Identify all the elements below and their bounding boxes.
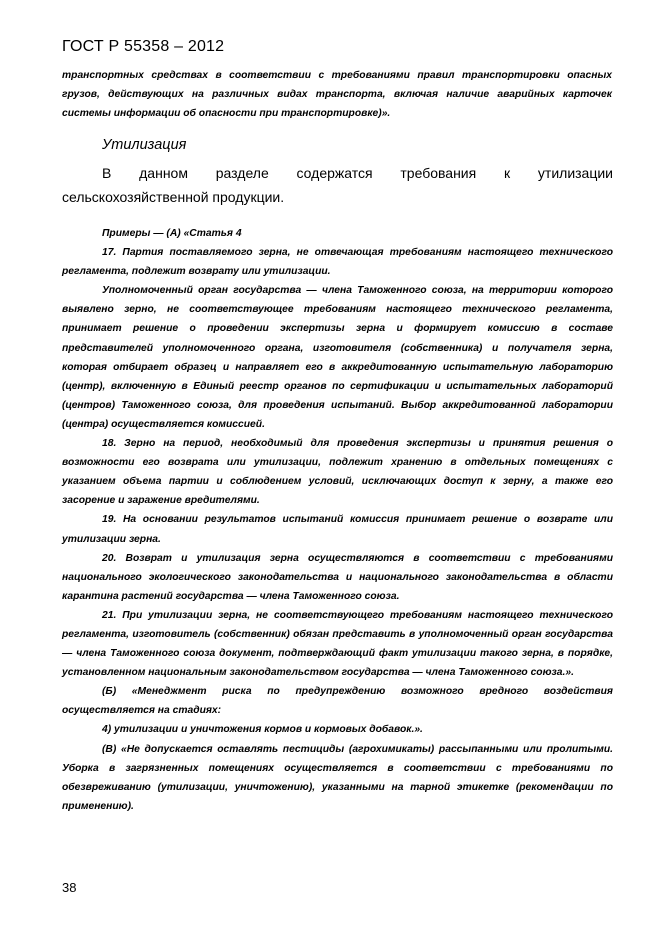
section-text: В данном разделе содержатся требования к утилизации сельскохозяйственной продукции. [62,165,613,205]
section-title: Утилизация [102,137,187,153]
examples-heading: Примеры — (А) «Статья 4 [102,228,242,239]
article-paragraph: 18. Зерно на период, необходимый для проведения экспертизы и принятия решения о возможности его возврата или утилизации, подлежит хранению в отдельных помещениях с указанием объема партии и соблюдением условий, исключающих доступ к зерну, а также его засорение и заражение вредителями. [62,438,613,507]
intro-paragraph: транспортных средствах в соответствии с требованиями правил транспортировки опасных грузов, действующих на различных видах транспорта, включая наличие аварийных карточек системы информации об опасности при транспортировке)». [62,70,612,119]
examples-block [62,224,613,816]
example-c-paragraph: (В) «Не допускается оставлять пестициды (агрохимикаты) рассыпанными или пролитыми. Уборка в загрязненных помещениях осуществляется в соответствии с требованиями по обезвреживанию (утилизации, уничтожению), указанными на тарной этикетке (рекомендации по применению). [62,743,613,812]
article-paragraph: Уполномоченный орган государства — члена Таможенного союза, на территории которого выявлено зерно, не соответствующее требованиям настоящего технического регламента, принимает решение о проведении экспертизы зерна и формирует комиссию в составе представителей уполномоченного органа, изготовителя (собственника) и получателя зерна, которая отбирает образец и направляет его в аккредитованную испытательную лабораторию (центр), включенную в Единый реестр органов по сертификации и испытательных лабораторий (центров) Таможенного союза, для проведения испытаний. Выбор аккредитованной лаборатории (центра) осуществляется комиссией. [62,285,613,430]
page-number: 38 [62,880,77,895]
document-header-title: ГОСТ Р 55358 – 2012 [62,38,225,55]
article-paragraph: 21. При утилизации зерна, не соответствующего требованиям настоящего технического регламента, изготовитель (собственник) обязан представить в уполномоченный орган государства — члена Таможенного союза документ, подтверждающий факт утилизации такого зерна, в порядке, установленном национальным законодательством государства — члена Таможенного союза.». [62,609,613,679]
article-paragraph: 20. Возврат и утилизация зерна осуществляются в соответствии с требованиями национального экологического законодательства и национального законодательства в области карантина растений государства — члена Таможенного союза. [62,552,613,602]
article-paragraph: 17. Партия поставляемого зерна, не отвечающая требованиям настоящего технического регламента, подлежит возврату или утилизации. [62,247,613,278]
example-b-item: 4) утилизации и уничтожения кормов и кормовых добавок.». [102,724,423,736]
article-paragraph: 19. На основании результатов испытаний комиссия принимает решение о возврате или утилизации зерна. [62,514,613,545]
example-b-paragraph: (Б) «Менеджмент риска по предупреждению возможного вредного воздействия осуществляется на стадиях: [62,686,613,717]
